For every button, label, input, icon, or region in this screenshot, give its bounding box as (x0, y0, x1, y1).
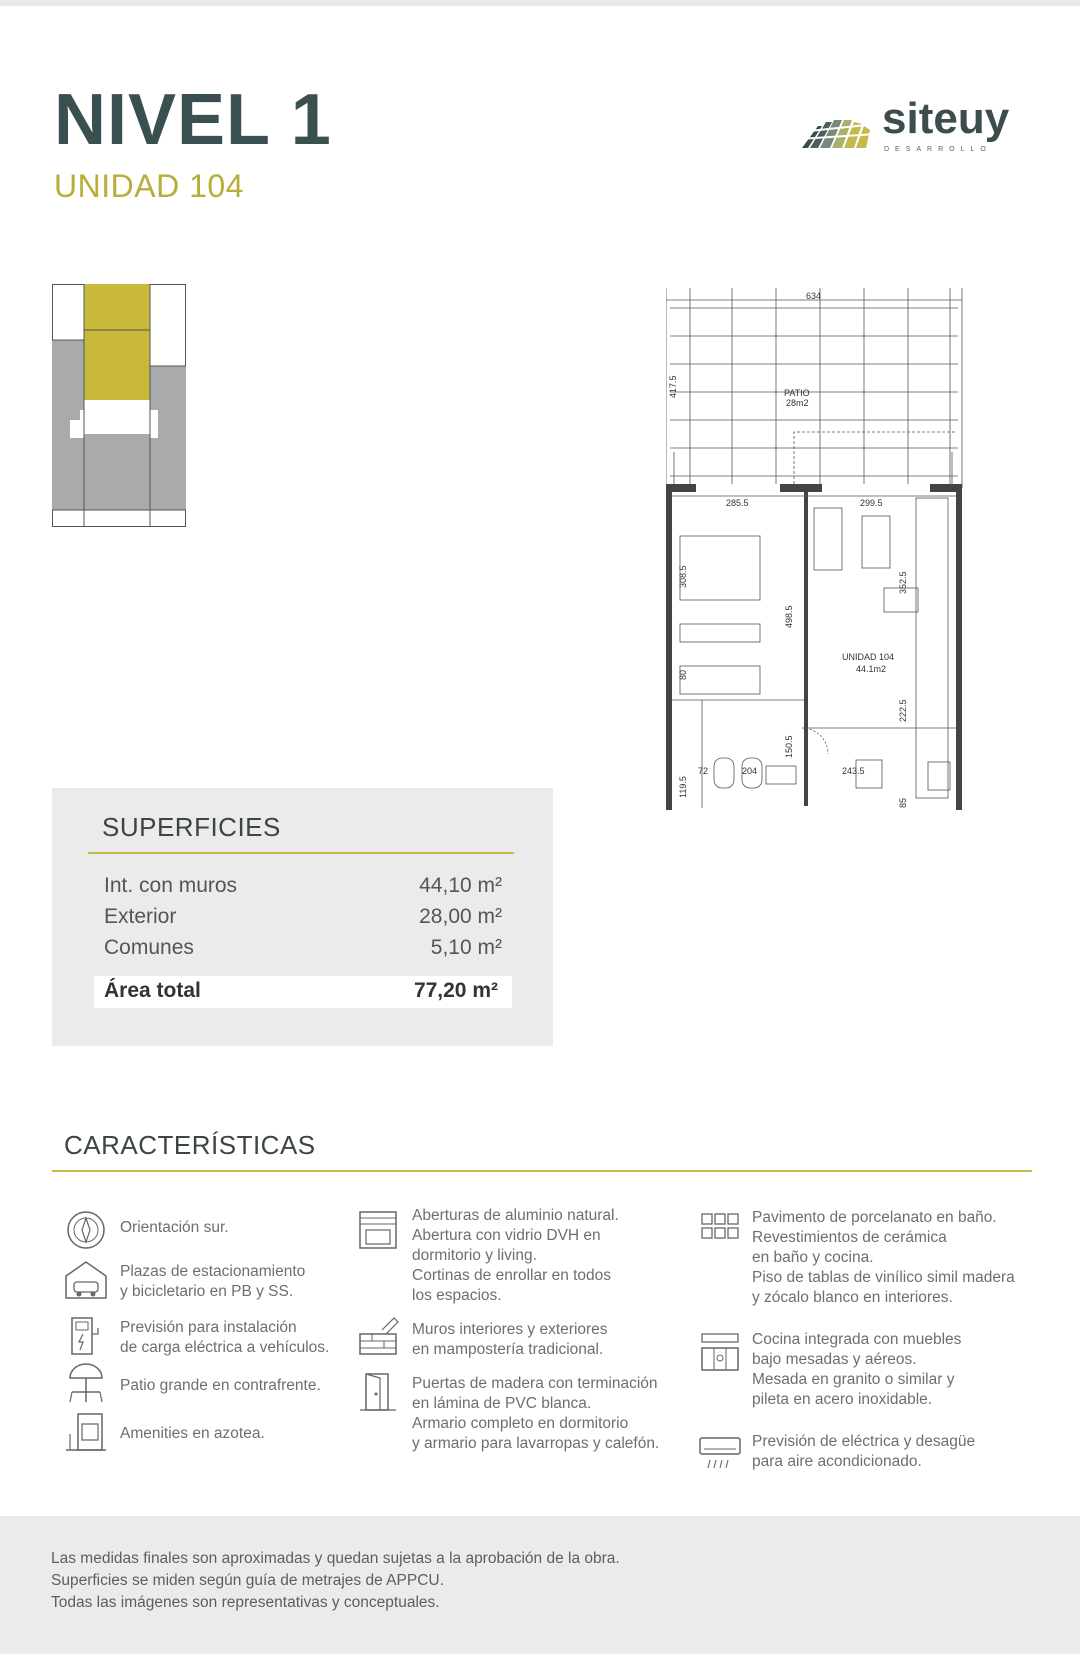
disclaimer-footer (0, 1516, 1080, 1654)
feature-air-conditioning (752, 1432, 1052, 1472)
feature-line: Revestimientos de cerámica (752, 1229, 947, 1246)
superficies-divider (88, 852, 514, 854)
feature-line: bajo mesadas y aéreos. (752, 1351, 917, 1368)
feature-patio (120, 1376, 360, 1396)
building-key-map (52, 284, 188, 528)
feature-line: Cortinas de enrollar en todos (412, 1267, 612, 1284)
air-conditioner-icon (698, 1432, 742, 1476)
page-title: NIVEL 1 (54, 80, 332, 160)
compass-icon (64, 1208, 108, 1252)
superficies-row-value: 44,10 m² (419, 874, 502, 897)
feature-line: Cocina integrada con muebles (752, 1331, 962, 1348)
siteuy-logo (800, 94, 1020, 160)
plan-patio-area: 28m2 (786, 398, 809, 408)
kitchen-cabinet-icon (698, 1330, 742, 1374)
feature-line: Previsión de eléctrica y desagüe (752, 1433, 976, 1450)
superficies-total-value: 77,20 m² (413, 979, 498, 1002)
patio-umbrella-icon (64, 1362, 108, 1406)
garage-car-icon (64, 1258, 108, 1302)
feature-kitchen (752, 1330, 1052, 1410)
feature-line: en lámina de PVC blanca. (412, 1395, 592, 1412)
floor-tiles-icon (698, 1208, 742, 1252)
plan-dim-bedroom-width: 285.5 (726, 498, 749, 508)
superficies-row-label: Exterior (104, 905, 177, 928)
feature-walls (412, 1320, 682, 1360)
plan-unit-area: 44.1m2 (856, 664, 887, 674)
feature-line: y armario para lavarropas y calefón. (412, 1435, 660, 1452)
plan-dim-bedroom-depth: 308.5 (678, 565, 688, 588)
feature-parking (120, 1262, 360, 1302)
feature-line: Muros interiores y exteriores (412, 1321, 608, 1338)
feature-line: y bicicletario en PB y SS. (120, 1283, 294, 1300)
feature-line: de carga eléctrica a vehículos. (120, 1339, 330, 1356)
plan-dim-patio-depth: 417.5 (668, 375, 678, 398)
plan-dim-closet: 80 (678, 669, 688, 680)
brick-wall-icon (356, 1314, 400, 1358)
feature-line: en baño y cocina. (752, 1249, 874, 1266)
feature-line: Aberturas de aluminio natural. (412, 1207, 619, 1224)
feature-line: Abertura con vidrio DVH en (412, 1227, 601, 1244)
plan-dim-laundry: 72 (698, 766, 709, 776)
feature-doors (412, 1374, 682, 1454)
superficies-title: SUPERFICIES (102, 812, 281, 842)
feature-openings (412, 1206, 682, 1306)
plan-dim-width: 634 (806, 291, 822, 301)
feature-line: Orientación sur. (120, 1219, 229, 1236)
plan-dim-kitchen-depth: 352.5 (898, 571, 908, 594)
logo-wordmark: siteuy (882, 94, 1010, 143)
plan-dim-kitchen-sub: 222.5 (898, 699, 908, 722)
superficies-row-label: Int. con muros (104, 874, 238, 897)
feature-line: para aire acondicionado. (752, 1453, 922, 1470)
plan-dim-bath-width: 204 (742, 766, 758, 776)
plan-dim-cabinet: 85 (898, 797, 908, 808)
caracteristicas-title: CARACTERÍSTICAS (64, 1130, 316, 1160)
superficies-row-value: 28,00 m² (419, 905, 502, 928)
feature-line: los espacios. (412, 1287, 502, 1304)
feature-line: dormitorio y living. (412, 1247, 537, 1264)
plan-patio-label: PATIO (784, 388, 810, 398)
logo-mark-icon (800, 108, 880, 158)
feature-line: y zócalo blanco en interiores. (752, 1289, 953, 1306)
feature-line: pileta en acero inoxidable. (752, 1391, 933, 1408)
superficies-panel (52, 788, 553, 1046)
superficies-row-label: Comunes (104, 936, 194, 959)
plan-dim-bath-depth: 119.5 (678, 776, 688, 798)
unit-subtitle: UNIDAD 104 (54, 168, 244, 204)
feature-orientation (120, 1218, 360, 1238)
barbecue-grill-icon (64, 1410, 108, 1454)
feature-line: Patio grande en contrafrente. (120, 1377, 321, 1394)
window-shutter-icon (356, 1208, 400, 1252)
door-icon (356, 1370, 400, 1414)
feature-amenities (120, 1424, 360, 1444)
caracteristicas-divider (52, 1170, 1032, 1172)
ev-charger-icon (64, 1314, 108, 1358)
top-bar (0, 0, 1080, 6)
feature-line: en mampostería tradicional. (412, 1341, 604, 1358)
superficies-row-value: 5,10 m² (430, 936, 502, 959)
feature-line: Puertas de madera con terminación (412, 1375, 658, 1392)
plan-dim-entrance: 243.5 (842, 766, 865, 776)
feature-line: Armario completo en dormitorio (412, 1415, 629, 1432)
plan-dim-living-width: 299.5 (860, 498, 883, 508)
disclaimer-line: Las medidas finales son aproximadas y quedan sujetas a la aprobación de la obra. (51, 1550, 620, 1567)
feature-line: Piso de tablas de vinílico simil madera (752, 1269, 1015, 1286)
superficies-total-row (94, 976, 512, 1008)
disclaimer-line: Superficies se miden según guía de metrajes de APPCU. (51, 1572, 444, 1589)
logo-subtitle: DESARROLLO (884, 146, 992, 153)
feature-line: Mesada en granito o similar y (752, 1371, 955, 1388)
feature-line: Previsión para instalación (120, 1319, 297, 1336)
feature-line: Plazas de estacionamiento (120, 1263, 306, 1280)
superficies-total-label: Área total (104, 979, 201, 1002)
plan-dim-hall: 150.5 (784, 735, 794, 758)
plan-dim-unit-depth: 498.5 (784, 605, 794, 628)
feature-flooring (752, 1208, 1052, 1308)
plan-unit-label: UNIDAD 104 (842, 652, 895, 662)
feature-line: Pavimento de porcelanato en baño. (752, 1209, 997, 1226)
disclaimer-line: Todas las imágenes son representativas y conceptuales. (51, 1594, 440, 1611)
feature-ev-charging (120, 1318, 360, 1358)
floor-plan (666, 288, 966, 812)
feature-line: Amenities en azotea. (120, 1425, 265, 1442)
